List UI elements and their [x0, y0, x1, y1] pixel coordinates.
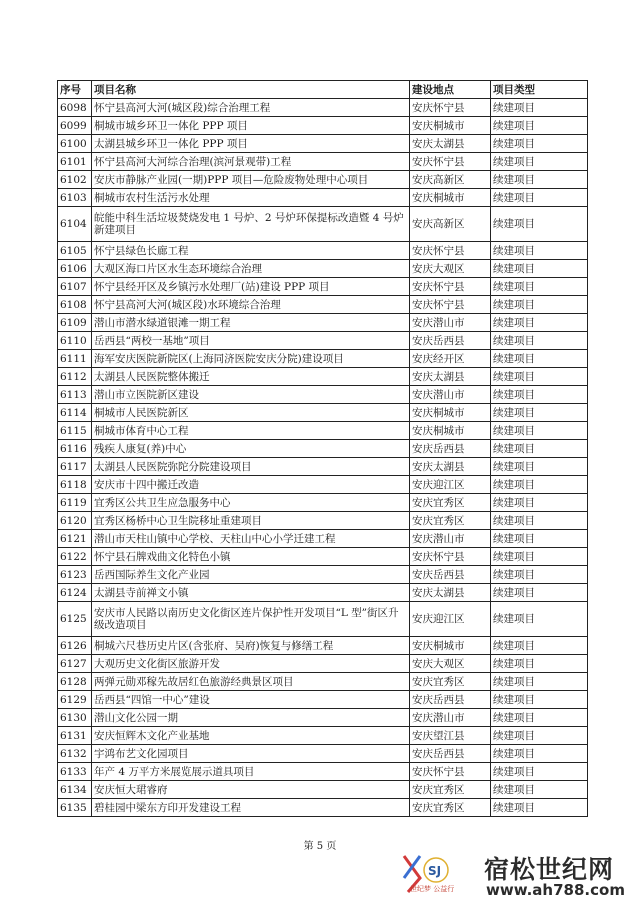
cell-location: 安庆怀宁县: [410, 278, 491, 296]
cell-project-type: 续建项目: [491, 781, 588, 799]
cell-serial: 6115: [58, 422, 92, 440]
table-row: [58, 709, 588, 727]
cell-serial: 6120: [58, 512, 92, 530]
cell-project-name: 怀宁县高河大河综合治理(滨河景观带)工程: [92, 153, 410, 171]
table-row: [58, 548, 588, 566]
header-location: 建设地点: [410, 81, 491, 99]
cell-location: 安庆怀宁县: [410, 548, 491, 566]
cell-serial: 6127: [58, 655, 92, 673]
cell-project-name: 太湖县人民医院弥陀分院建设项目: [92, 458, 410, 476]
table-row: [58, 332, 588, 350]
cell-serial: 6135: [58, 799, 92, 817]
cell-project-type: 续建项目: [491, 602, 588, 637]
table-row: [58, 404, 588, 422]
cell-location: 安庆迎江区: [410, 602, 491, 637]
cell-serial: 6103: [58, 189, 92, 207]
cell-location: 安庆桐城市: [410, 404, 491, 422]
cell-project-name: 潜山文化公园一期: [92, 709, 410, 727]
cell-project-name: 宜秀区公共卫生应急服务中心: [92, 494, 410, 512]
cell-location: 安庆怀宁县: [410, 763, 491, 781]
cell-project-type: 续建项目: [491, 368, 588, 386]
cell-serial: 6113: [58, 386, 92, 404]
cell-location: 安庆宜秀区: [410, 799, 491, 817]
logo-text: SJ: [428, 864, 442, 878]
table-row: [58, 314, 588, 332]
cell-project-name: 桐城市农村生活污水处理: [92, 189, 410, 207]
cell-project-name: 怀宁县经开区及乡镇污水处理厂(站)建设 PPP 项目: [92, 278, 410, 296]
cell-serial: 6122: [58, 548, 92, 566]
cell-project-name: 安庆市人民路以南历史文化街区连片保护性开发项目“L 型”街区升级改造项目: [92, 602, 410, 637]
table-row: [58, 189, 588, 207]
cell-location: 安庆岳西县: [410, 332, 491, 350]
cell-project-type: 续建项目: [491, 566, 588, 584]
cell-location: 安庆桐城市: [410, 637, 491, 655]
cell-location: 安庆宜秀区: [410, 673, 491, 691]
cell-project-type: 续建项目: [491, 278, 588, 296]
cell-serial: 6129: [58, 691, 92, 709]
cell-project-name: 海军安庆医院新院区(上海同济医院安庆分院)建设项目: [92, 350, 410, 368]
cell-project-type: 续建项目: [491, 548, 588, 566]
cell-project-name: 安庆市十四中搬迁改造: [92, 476, 410, 494]
table-row: [58, 440, 588, 458]
cell-location: 安庆太湖县: [410, 458, 491, 476]
cell-location: 安庆怀宁县: [410, 153, 491, 171]
table-row: [58, 745, 588, 763]
cell-location: 安庆迎江区: [410, 476, 491, 494]
cell-serial: 6111: [58, 350, 92, 368]
cell-location: 安庆岳西县: [410, 440, 491, 458]
cell-project-type: 续建项目: [491, 799, 588, 817]
cell-serial: 6123: [58, 566, 92, 584]
cell-location: 安庆大观区: [410, 260, 491, 278]
header-project-name: 项目名称: [92, 81, 410, 99]
cell-project-name: 怀宁县高河大河(城区段)水环境综合治理: [92, 296, 410, 314]
cell-location: 安庆大观区: [410, 655, 491, 673]
watermark: [398, 848, 638, 900]
cell-project-name: 岳西国际养生文化产业园: [92, 566, 410, 584]
table-row: [58, 584, 588, 602]
cell-project-name: 岳西县“两校一基地”项目: [92, 332, 410, 350]
cell-project-name: 怀宁县绿色长廊工程: [92, 242, 410, 260]
watermark-url: www.ah788.com: [486, 881, 625, 899]
cell-location: 安庆高新区: [410, 207, 491, 242]
cell-project-name: 太湖县寺前禅文小镇: [92, 584, 410, 602]
cell-project-type: 续建项目: [491, 404, 588, 422]
table-row: [58, 673, 588, 691]
cell-project-type: 续建项目: [491, 440, 588, 458]
cell-project-name: 两弹元勋邓稼先故居红色旅游经典景区项目: [92, 673, 410, 691]
cell-project-type: 续建项目: [491, 476, 588, 494]
cell-serial: 6116: [58, 440, 92, 458]
table-row: [58, 153, 588, 171]
table-row: [58, 655, 588, 673]
cell-serial: 6117: [58, 458, 92, 476]
table-row: [58, 494, 588, 512]
cell-project-type: 续建项目: [491, 99, 588, 117]
cell-serial: 6109: [58, 314, 92, 332]
cell-project-name: 残疾人康复(养)中心: [92, 440, 410, 458]
cell-project-type: 续建项目: [491, 332, 588, 350]
table-row: [58, 386, 588, 404]
cell-location: 安庆太湖县: [410, 368, 491, 386]
cell-location: 安庆潜山市: [410, 530, 491, 548]
table-row: [58, 512, 588, 530]
cell-serial: 6125: [58, 602, 92, 637]
cell-serial: 6119: [58, 494, 92, 512]
cell-project-type: 续建项目: [491, 422, 588, 440]
table-row: [58, 99, 588, 117]
cell-serial: 6107: [58, 278, 92, 296]
cell-project-name: 潜山市潜水绿道银滩一期工程: [92, 314, 410, 332]
cell-project-name: 年产 4 万平方米展览展示道具项目: [92, 763, 410, 781]
cell-project-name: 潜山市天柱山镇中心学校、天柱山中心小学迁建工程: [92, 530, 410, 548]
cell-project-type: 续建项目: [491, 530, 588, 548]
cell-serial: 6121: [58, 530, 92, 548]
cell-project-type: 续建项目: [491, 135, 588, 153]
cell-project-name: 安庆恒大珺睿府: [92, 781, 410, 799]
cell-project-name: 太湖县人民医院整体搬迁: [92, 368, 410, 386]
header-project-type: 项目类型: [491, 81, 588, 99]
cell-project-type: 续建项目: [491, 117, 588, 135]
cell-project-type: 续建项目: [491, 314, 588, 332]
cell-location: 安庆太湖县: [410, 135, 491, 153]
cell-project-type: 续建项目: [491, 494, 588, 512]
cell-location: 安庆宜秀区: [410, 781, 491, 799]
cell-project-name: 安庆市静脉产业园(一期)PPP 项目—危险废物处理中心项目: [92, 171, 410, 189]
cell-serial: 6128: [58, 673, 92, 691]
table-row: [58, 476, 588, 494]
cell-project-type: 续建项目: [491, 637, 588, 655]
cell-project-name: 桐城市体育中心工程: [92, 422, 410, 440]
cell-location: 安庆桐城市: [410, 189, 491, 207]
table-row: [58, 350, 588, 368]
cell-location: 安庆岳西县: [410, 566, 491, 584]
table-row: [58, 530, 588, 548]
table-row: [58, 602, 588, 637]
table-row: [58, 296, 588, 314]
cell-project-type: 续建项目: [491, 745, 588, 763]
cell-serial: 6108: [58, 296, 92, 314]
cell-project-type: 续建项目: [491, 709, 588, 727]
cell-serial: 6101: [58, 153, 92, 171]
cell-project-name: 宜秀区杨桥中心卫生院移址重建项目: [92, 512, 410, 530]
cell-location: 安庆桐城市: [410, 422, 491, 440]
table-row: [58, 278, 588, 296]
cell-project-type: 续建项目: [491, 153, 588, 171]
table-row: [58, 260, 588, 278]
cell-project-name: 太湖县城乡环卫一体化 PPP 项目: [92, 135, 410, 153]
cell-project-name: 怀宁县石牌戏曲文化特色小镇: [92, 548, 410, 566]
cell-project-type: 续建项目: [491, 189, 588, 207]
cell-project-type: 续建项目: [491, 512, 588, 530]
cell-project-name: 安庆恒辉木文化产业基地: [92, 727, 410, 745]
cell-serial: 6124: [58, 584, 92, 602]
cell-serial: 6134: [58, 781, 92, 799]
cell-location: 安庆怀宁县: [410, 242, 491, 260]
cell-project-type: 续建项目: [491, 296, 588, 314]
table-row: [58, 799, 588, 817]
cell-serial: 6131: [58, 727, 92, 745]
cell-location: 安庆宜秀区: [410, 494, 491, 512]
table-row: [58, 763, 588, 781]
cell-project-type: 续建项目: [491, 350, 588, 368]
cell-project-type: 续建项目: [491, 260, 588, 278]
cell-serial: 6106: [58, 260, 92, 278]
cell-serial: 6130: [58, 709, 92, 727]
table-row: [58, 781, 588, 799]
cell-project-name: 大观区海口片区水生态环境综合治理: [92, 260, 410, 278]
table-row: [58, 727, 588, 745]
cell-location: 安庆潜山市: [410, 709, 491, 727]
cell-project-type: 续建项目: [491, 673, 588, 691]
table-row: [58, 422, 588, 440]
cell-serial: 6133: [58, 763, 92, 781]
table-row: [58, 637, 588, 655]
cell-serial: 6110: [58, 332, 92, 350]
cell-location: 安庆岳西县: [410, 745, 491, 763]
table-row: [58, 458, 588, 476]
header-serial: 序号: [58, 81, 92, 99]
table-row: [58, 242, 588, 260]
cell-project-name: 潜山市立医院新区建设: [92, 386, 410, 404]
cell-project-type: 续建项目: [491, 242, 588, 260]
table-row: [58, 368, 588, 386]
cell-project-name: 桐城六尺巷历史片区(含张府、吴府)恢复与修缮工程: [92, 637, 410, 655]
watermark-slogan: 世纪梦 公益行: [410, 885, 455, 893]
cell-location: 安庆岳西县: [410, 691, 491, 709]
table-row: [58, 566, 588, 584]
cell-serial: 6118: [58, 476, 92, 494]
cell-serial: 6132: [58, 745, 92, 763]
cell-project-name: 碧桂园中梁东方印开发建设工程: [92, 799, 410, 817]
cell-location: 安庆宜秀区: [410, 512, 491, 530]
cell-project-type: 续建项目: [491, 655, 588, 673]
cell-project-name: 岳西县“四馆一中心”建设: [92, 691, 410, 709]
cell-location: 安庆太湖县: [410, 584, 491, 602]
cell-project-name: 怀宁县高河大河(城区段)综合治理工程: [92, 99, 410, 117]
cell-serial: 6102: [58, 171, 92, 189]
cell-project-type: 续建项目: [491, 584, 588, 602]
cell-project-type: 续建项目: [491, 763, 588, 781]
table-body: [58, 99, 588, 817]
page-number: 第 5 页: [303, 841, 337, 852]
cell-serial: 6126: [58, 637, 92, 655]
cell-serial: 6098: [58, 99, 92, 117]
watermark-title: 宿松世纪网: [484, 855, 615, 884]
cell-serial: 6105: [58, 242, 92, 260]
table-row: [58, 691, 588, 709]
cell-project-type: 续建项目: [491, 386, 588, 404]
cell-serial: 6112: [58, 368, 92, 386]
cell-project-type: 续建项目: [491, 727, 588, 745]
table-row: [58, 171, 588, 189]
cell-serial: 6099: [58, 117, 92, 135]
cell-serial: 6114: [58, 404, 92, 422]
cell-project-name: 桐城市人民医院新区: [92, 404, 410, 422]
cell-project-type: 续建项目: [491, 691, 588, 709]
cell-location: 安庆怀宁县: [410, 99, 491, 117]
cell-location: 安庆望江县: [410, 727, 491, 745]
cell-serial: 6104: [58, 207, 92, 242]
cell-project-type: 续建项目: [491, 207, 588, 242]
cell-project-name: 桐城市城乡环卫一体化 PPP 项目: [92, 117, 410, 135]
cell-location: 安庆高新区: [410, 171, 491, 189]
cell-location: 安庆怀宁县: [410, 296, 491, 314]
cell-project-type: 续建项目: [491, 458, 588, 476]
table-row: [58, 117, 588, 135]
cell-project-name: 宇鸿布艺文化园项目: [92, 745, 410, 763]
cell-serial: 6100: [58, 135, 92, 153]
cell-location: 安庆经开区: [410, 350, 491, 368]
table-header-row: [58, 81, 588, 99]
cell-project-name: 大观历史文化街区旅游开发: [92, 655, 410, 673]
table-row: [58, 207, 588, 242]
cell-location: 安庆潜山市: [410, 314, 491, 332]
cell-project-type: 续建项目: [491, 171, 588, 189]
project-table: [57, 80, 588, 817]
table-row: [58, 135, 588, 153]
cell-project-name: 皖能中科生活垃圾焚烧发电 1 号炉、2 号炉环保提标改造暨 4 号炉新建项目: [92, 207, 410, 242]
cell-location: 安庆桐城市: [410, 117, 491, 135]
cell-location: 安庆潜山市: [410, 386, 491, 404]
